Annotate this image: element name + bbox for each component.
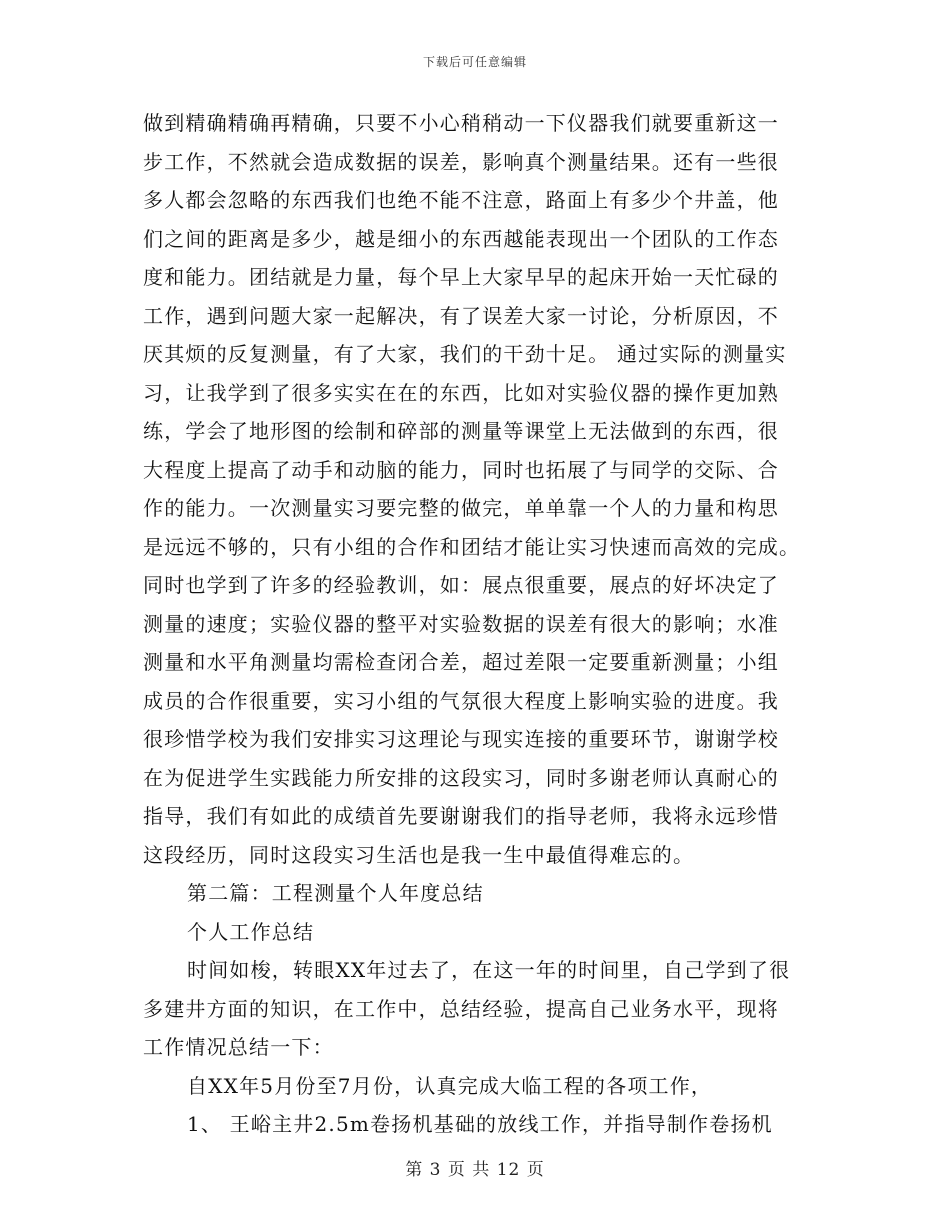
subsection-heading: 个人工作总结 [187,919,315,944]
text-line: 同时也学到了许多的经验教训，如：展点很重要，展点的好坏决定了 [143,573,779,597]
text-line: 是远远不够的，只有小组的合作和团结才能让实习快速而高效的完成。 [143,534,801,559]
text-line: 工作，遇到问题大家一起解决，有了误差大家一讨论，分析原因，不 [143,303,779,328]
text-line: 们之间的距离是多少，越是细小的东西越能表现出一个团队的工作态 [143,226,779,251]
section-heading: 第二篇：工程测量个人年度总结 [187,881,484,905]
text-line: 练，学会了地形图的绘制和碎部的测量等课堂上无法做到的东西，很 [143,419,779,443]
text-line: 步工作，不然就会造成数据的误差，影响真个测量结果。还有一些很 [143,149,779,174]
text-line: 成员的合作很重要，实习小组的气氛很大程度上影响实验的进度。我 [143,688,779,713]
text-line: 在为促进学生实践能力所安排的这段实习，同时多谢老师认真耐心的 [143,765,779,790]
text-line: 这段经历，同时这段实习生活也是我一生中最值得难忘的。 [143,842,695,867]
text-line: 自XX年5月份至7月份，认真完成大临工程的各项工作， [187,1073,713,1098]
text-line: 工作情况总结一下： [143,1035,334,1059]
text-line: 测量和水平角测量均需检查闭合差，超过差限一定要重新测量；小组 [143,650,779,674]
text-line: 多人都会忽略的东西我们也绝不能不注意，路面上有多少个井盖，他 [143,188,779,212]
text-line: 做到精确精确再精确，只要不小心稍稍动一下仪器我们就要重新这一 [143,111,779,135]
text-line: 测量的速度；实验仪器的整平对实验数据的误差有很大的影响；水准 [143,611,779,636]
text-line: 习，让我学到了很多实实在在的东西，比如对实验仪器的操作更加熟 [143,380,779,405]
text-line: 很珍惜学校为我们安排实习这理论与现实连接的重要环节，谢谢学校 [143,727,779,751]
text-line: 指导，我们有如此的成绩首先要谢谢我们的指导老师，我将永远珍惜 [143,804,779,828]
page-header: 下载后可任意编辑 [422,55,527,69]
text-line: 大程度上提高了动手和动脑的能力，同时也拓展了与同学的交际、合 [143,457,779,482]
text-line: 时间如梭，转眼XX年过去了，在这一年的时间里，自己学到了很 [187,958,791,982]
text-line: 多建井方面的知识，在工作中，总结经验，提高自己业务水平，现将 [143,996,779,1021]
list-item: 1、 王峪主井2.5m卷扬机基础的放线工作，并指导制作卷扬机 [187,1112,773,1136]
text-line: 度和能力。团结就是力量，每个早上大家早早的起床开始一天忙碌的 [143,265,779,289]
document-body [143,104,823,1144]
text-line: 厌其烦的反复测量，有了大家，我们的干劲十足。 通过实际的测量实 [143,342,787,366]
text-line: 作的能力。一次测量实习要完整的做完，单单靠一个人的力量和构思 [143,496,779,520]
page-footer: 第 3 页 共 12 页 [405,1160,545,1180]
